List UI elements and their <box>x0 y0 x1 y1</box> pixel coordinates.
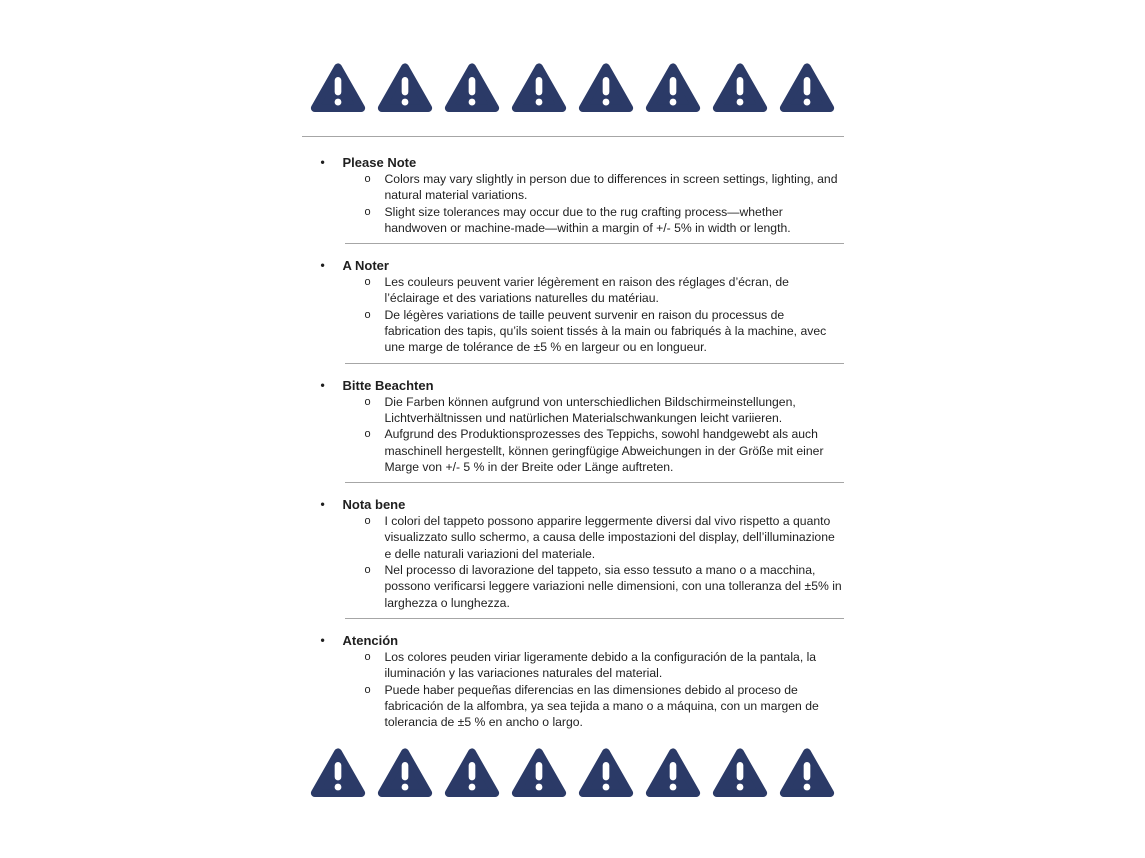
section-heading: Please Note <box>342 155 417 170</box>
section-atencion <box>302 632 844 730</box>
section-heading: Atención <box>342 632 399 648</box>
heading-bullet-icon: • <box>320 155 325 169</box>
warning-triangle-icon <box>444 62 500 113</box>
document-page <box>302 0 844 798</box>
section-divider <box>345 243 844 244</box>
section-please-note <box>302 154 844 244</box>
item-bullet-icon: o <box>364 650 371 663</box>
item-bullet-icon: o <box>364 395 371 408</box>
item-bullet-icon: o <box>364 205 371 218</box>
warning-triangle-icon <box>377 747 433 798</box>
notice-item: Die Farben können aufgrund von unterschiedlichen Bildschirmeinstellungen, Lichtverhältnissen und natürlichen Materialschwankungen leicht variieren. <box>384 394 796 425</box>
item-bullet-icon: o <box>364 173 371 185</box>
item-bullet-icon: o <box>364 308 371 321</box>
notice-item: I colori del tappeto possono apparire leggermente diversi dal vivo rispetto a quanto visualizzato sullo schermo, a causa delle impostazioni del display, dell’illuminazione e delle naturali variazioni del materiale. <box>384 514 835 561</box>
heading-bullet-icon: • <box>320 497 325 512</box>
item-bullet-icon: o <box>364 276 371 289</box>
warning-triangle-icon <box>310 62 366 113</box>
warning-triangle-icon <box>779 62 835 113</box>
section-divider <box>345 618 844 619</box>
notice-item: Colors may vary slightly in person due to differences in screen settings, lighting, and natural material variations. <box>384 172 838 203</box>
heading-bullet-icon: • <box>320 258 325 273</box>
warning-triangle-icon <box>511 747 567 798</box>
section-heading: Nota bene <box>342 497 406 513</box>
notice-item: Slight size tolerances may occur due to the rug crafting process—whether handwoven or machine-made—within a margin of +/- 5% in width or length. <box>384 204 791 235</box>
notice-item: Les couleurs peuvent varier légèrement en raison des réglages d’écran, de l’éclairage et des variations naturelles du matériau. <box>384 275 789 306</box>
warning-triangle-icon <box>645 747 701 798</box>
heading-bullet-icon: • <box>320 377 325 392</box>
warning-triangle-row-bottom <box>302 747 844 798</box>
warning-triangle-icon <box>645 62 701 113</box>
section-divider <box>345 363 844 364</box>
warning-triangle-icon <box>779 747 835 798</box>
warning-triangle-icon <box>444 747 500 798</box>
section-heading: A Noter <box>342 258 389 274</box>
warning-triangle-icon <box>578 62 634 113</box>
item-bullet-icon: o <box>364 683 371 696</box>
warning-triangle-icon <box>712 747 768 798</box>
warning-triangle-icon <box>712 62 768 113</box>
section-heading: Bitte Beachten <box>342 377 434 393</box>
section-a-noter <box>302 257 844 363</box>
notice-item: Nel processo di lavorazione del tappeto, sia esso tessuto a mano o a macchina, possono verificarsi leggere variazioni nelle dimensioni, con una tolleranza del ±5% in larghezza o lunghezza. <box>384 563 842 610</box>
warning-triangle-icon <box>310 747 366 798</box>
warning-triangle-icon <box>511 62 567 113</box>
top-divider <box>302 136 844 137</box>
section-bitte-beachten <box>302 377 844 483</box>
section-divider <box>345 482 844 483</box>
warning-triangle-row-top <box>302 62 844 113</box>
item-bullet-icon: o <box>364 515 371 528</box>
warning-triangle-icon <box>377 62 433 113</box>
item-bullet-icon: o <box>364 428 371 441</box>
heading-bullet-icon: • <box>320 632 325 647</box>
warning-triangle-icon <box>578 747 634 798</box>
section-nota-bene <box>302 496 844 619</box>
notice-item: Los colores peuden viriar ligeramente debido a la configuración de la pantala, la iluminación y las variaciones naturales del material. <box>384 649 817 681</box>
notice-item: De légères variations de taille peuvent survenir en raison du processus de fabrication des tapis, qu’ils soient tissés à la main ou fabriqués à la machine, avec une marge de tolérance de ±5 % en largeur ou en longueur. <box>384 307 827 355</box>
notice-item: Aufgrund des Produktionsprozesses des Teppichs, sowohl handgewebt als auch maschinell hergestellt, können geringfügige Abweichungen in der Größe mit einer Marge von +/- 5 % in der Breite oder Länge auftreten. <box>384 427 824 474</box>
notice-item: Puede haber pequeñas diferencias en las dimensiones debido al proceso de fabricación de la alfombra, ya sea tejida a mano o a máquina, con un margen de tolerancia de ±5 % en ancho o largo. <box>384 682 819 730</box>
item-bullet-icon: o <box>364 564 371 577</box>
